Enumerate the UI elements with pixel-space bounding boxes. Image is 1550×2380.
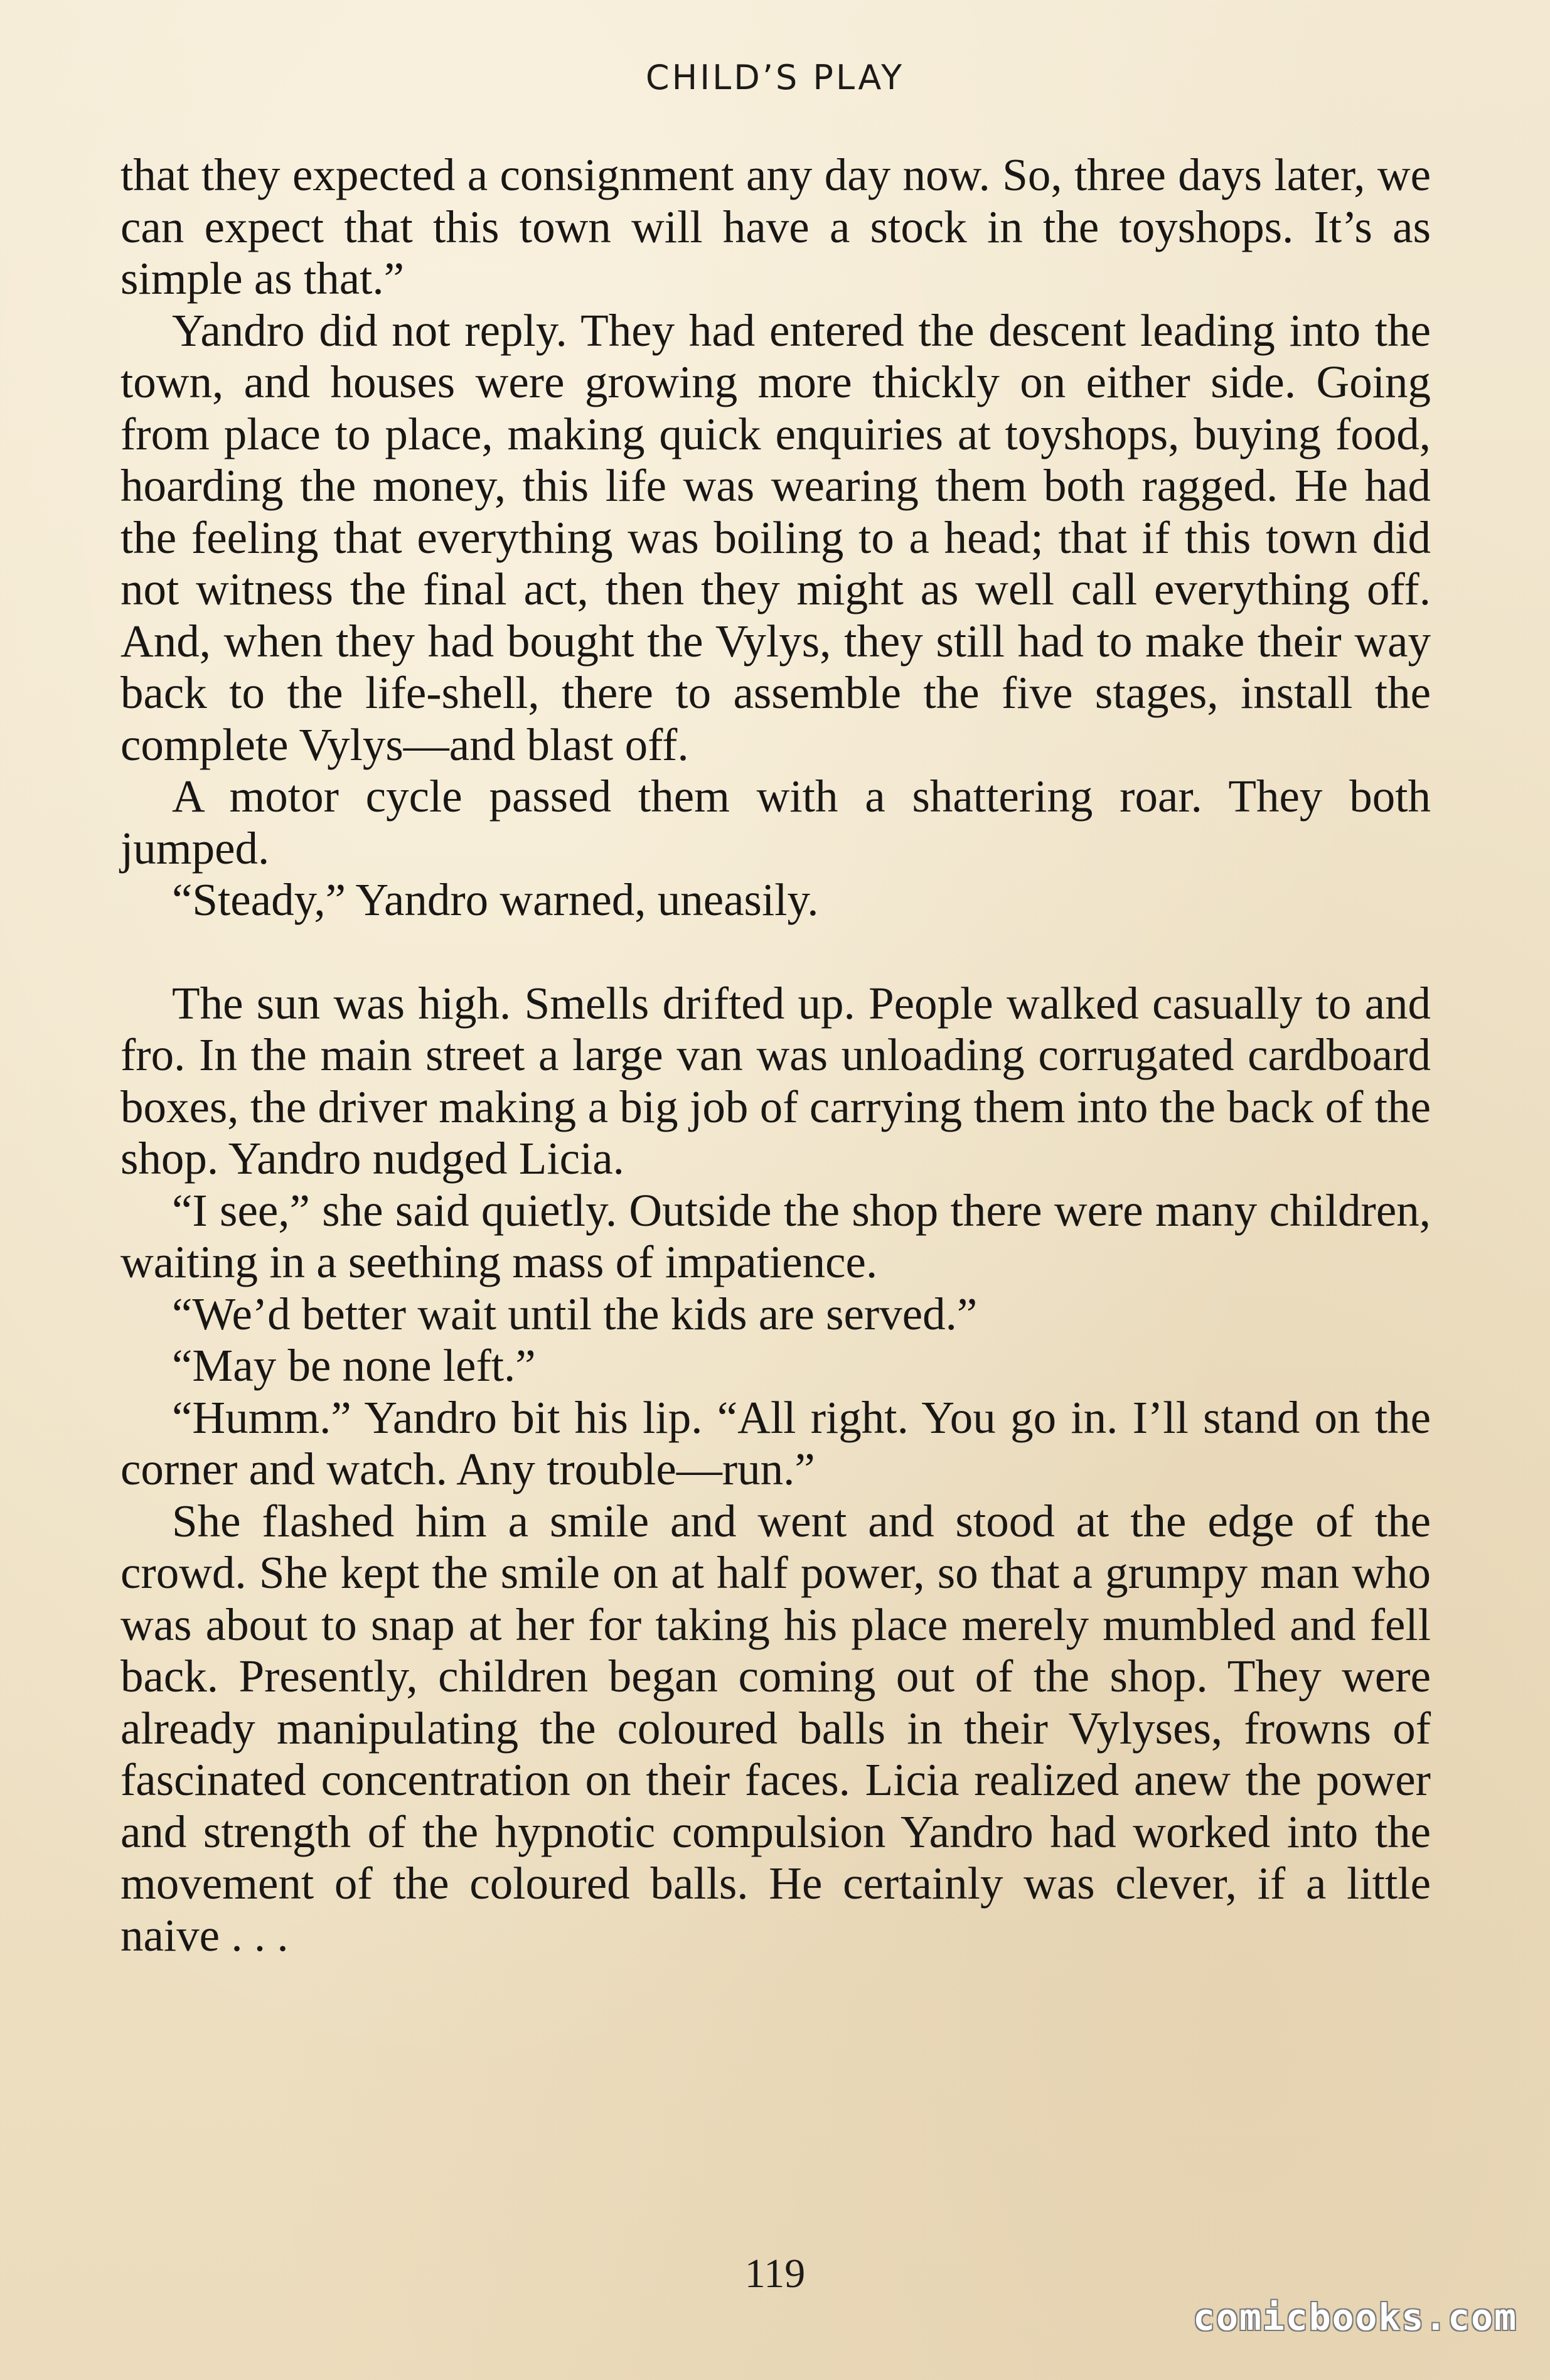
- paragraph: Yandro did not reply. They had entered the descent leading into the town, and houses were growing more thickly on either side. Going from place to place, making quick enquiries at toyshops, buying food, hoarding the money, this life was wearing them both ragged. He had the feeling that everything was boiling to a head; that if this town did not witness the final act, then they might as well call everything off. And, when they had bought the Vylys, they still had to make their way back to the life-shell, there to assemble the five stages, install the complete Vylys—and blast off.: [120, 304, 1431, 770]
- running-head: CHILD’S PLAY: [645, 58, 905, 97]
- paragraph: The sun was high. Smells drifted up. People walked casually to and fro. In the main street a large van was unloading corrugated cardboard boxes, the driver making a big job of carrying them into the back of the shop. Yandro nudged Licia.: [120, 977, 1431, 1184]
- paragraph: “May be none left.”: [172, 1340, 536, 1391]
- paragraph: “Steady,” Yandro warned, uneasily.: [172, 874, 819, 925]
- page-number: 119: [744, 2251, 806, 2297]
- paragraph: that they expected a consignment any day now. So, three days later, we can expect that this town will have a stock in the toyshops. It’s as simple as that.”: [120, 149, 1431, 304]
- paragraph: “Humm.” Yandro bit his lip. “All right. You go in. I’ll stand on the corner and watch. Any trouble—run.”: [120, 1391, 1431, 1494]
- body-text: [120, 149, 1431, 1961]
- watermark: comicbooks.com: [1193, 2296, 1517, 2339]
- paragraph: She flashed him a smile and went and stood at the edge of the crowd. She kept the smile on at half power, so that a grumpy man who was about to snap at her for taking his place merely mumbled and fell back. Presently, children began coming out of the shop. They were already manipulating the coloured balls in their Vylyses, frowns of fascinated concentration on their faces. Licia realized anew the power and strength of the hypnotic compulsion Yandro had worked into the movement of the coloured balls. He certainly was clever, if a little naive . . .: [120, 1495, 1431, 1961]
- paragraph: A motor cycle passed them with a shattering roar. They both jumped.: [120, 771, 1431, 874]
- paragraph: “I see,” she said quietly. Outside the shop there were many children, waiting in a seething mass of impatience.: [120, 1184, 1431, 1287]
- paragraph: “We’d better wait until the kids are served.”: [172, 1288, 978, 1339]
